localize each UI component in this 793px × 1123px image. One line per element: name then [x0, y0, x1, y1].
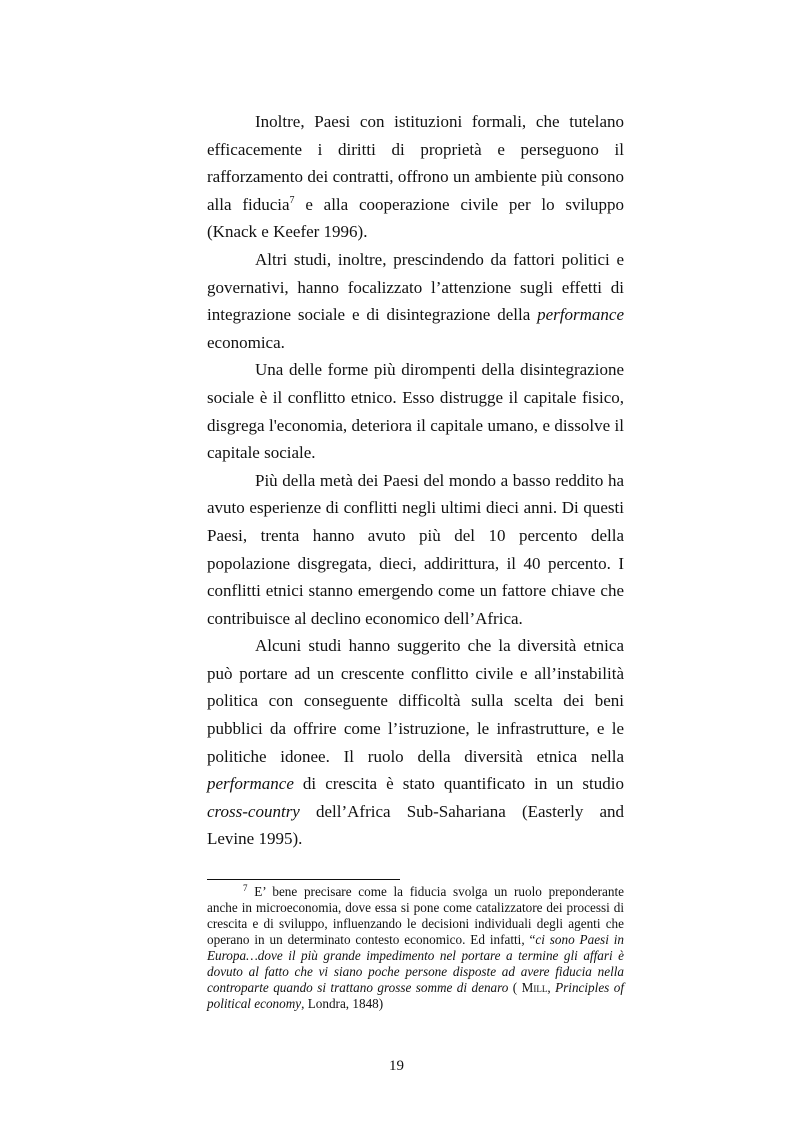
footnote-author: Mill	[521, 980, 548, 995]
paragraph-3: Una delle forme più dirompenti della disintegrazione sociale è il conflitto etnico. Esso distrugge il capitale fisico, disgrega l'economia, deteriora il capitale umano, e dissolve il capitale sociale.	[207, 360, 624, 463]
paragraph-1: Inoltre, Paesi con istituzioni formali, che tutelano efficacemente i diritti di proprietà e perseguono il rafforzamento dei contratti, offrono un ambiente più consono alla fiducia$^7$ e alla cooperazione civile per lo sviluppo (Knack e Keefer 1996).	[207, 112, 624, 242]
page-number: 19	[389, 1058, 404, 1074]
footnote-number: 7	[243, 883, 248, 893]
paragraph-2: Altri studi, inoltre, prescindendo da fattori politici e governativi, hanno focalizzato l’attenzione sugli effetti di integrazione sociale e di disintegrazione della performance economica.	[207, 249, 624, 352]
footnote-work-title: Principles of political economy	[207, 980, 624, 1011]
main-text	[207, 108, 624, 853]
paragraph-4: Più della metà dei Paesi del mondo a basso reddito ha avuto esperienze di conflitti negli ultimi dieci anni. Di questi Paesi, trenta hanno avuto più del 10 percento della popolazione disgregata, dieci, addirittura, il 40 percento. I conflitti etnici stanno emergendo come un fattore chiave che contribuisce al declino economico dell’Africa.	[207, 470, 624, 628]
paragraph-5: Alcuni studi hanno suggerito che la diversità etnica può portare ad un crescente conflitto civile e all’instabilità politica con conseguente difficoltà sulla scelta dei beni pubblici da offrire come l’istruzione, le infrastrutture, e le politiche idonee. Il ruolo della diversità etnica nella performance di crescita è stato quantificato in un studio cross-country dell’Africa Sub-Sahariana (Easterly and Levine 1995).	[207, 636, 624, 849]
footnote-reference: 7	[289, 194, 295, 206]
footnote-quote: ci sono Paesi in Europa…dove il più grande impedimento nel portare a termine gli affari è dovuto al fatto che vi siano poche persone disposte ad avere fiducia nella controparte quando si trattano grosse somme di denaro	[207, 932, 624, 995]
footnote: $^7$ E’ bene precisare come la fiducia svolga un ruolo preponderante anche in microeconomia, dove essa si pone come catalizzatore dei processi di crescita e di sviluppo, influenzando le decisioni individuali degli agenti che operano in un determinato contesto economico. Ed infatti, “ci sono Paesi in Europa…dove il più grande impedimento nel portare a termine gli affari è dovuto al fatto che vi siano poche persone disposte ad avere fiducia nella controparte quando si trattano grosse somme di denaro ( Mill, Principles of political economy, Londra, 1848)	[207, 883, 624, 1011]
footnote-separator	[207, 879, 400, 880]
